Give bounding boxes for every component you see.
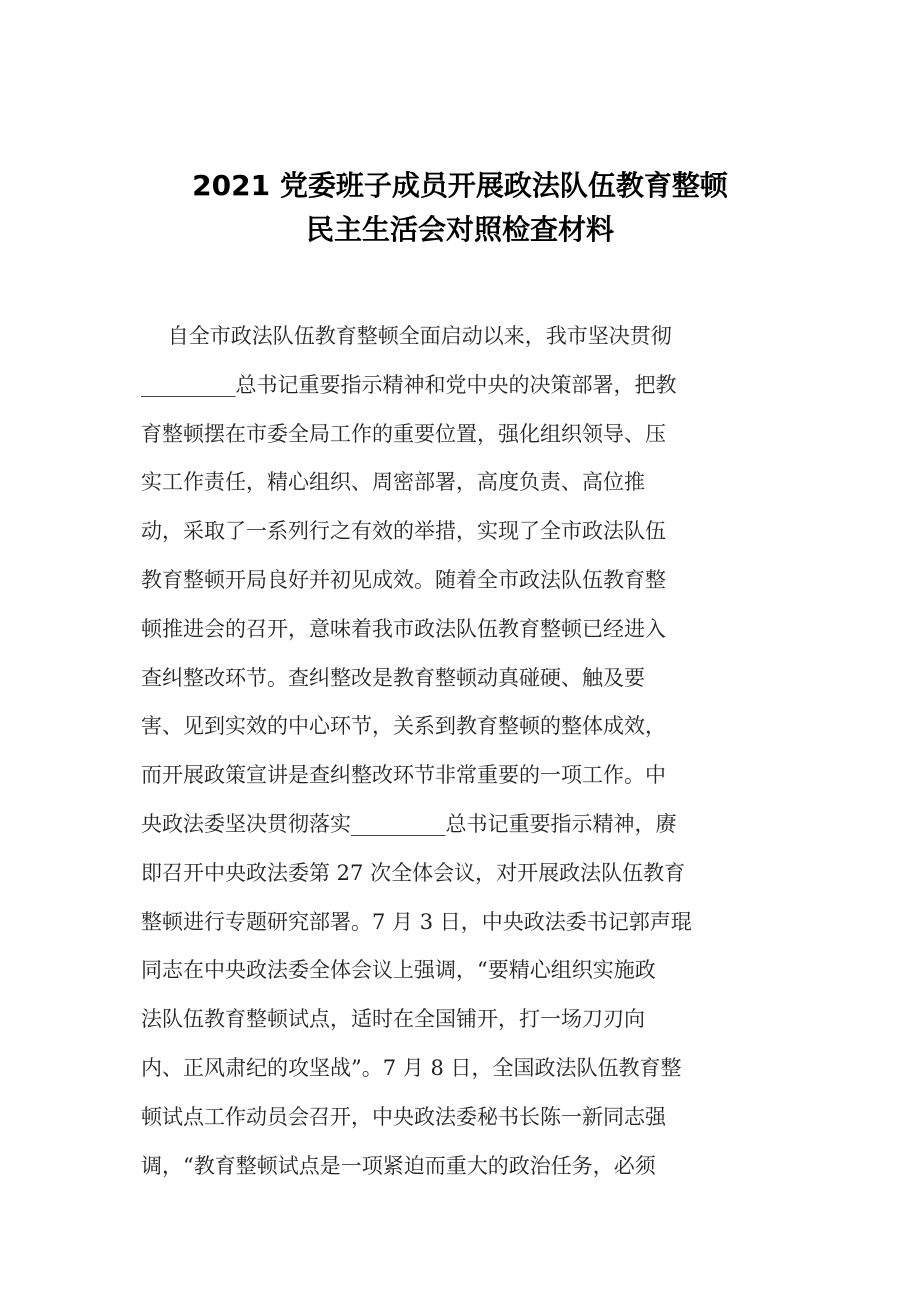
body-line-4: 实工作责任，精心组织、周密部署，高度负责、高位推	[141, 470, 645, 495]
body-line-15: 法队伍教育整顿试点，适时在全国铺开，打一场刀刃向	[141, 1007, 645, 1032]
body-line-13: 整顿进行专题研究部署。7 月 3 日，中央政法委书记郭声琨	[141, 909, 692, 934]
body-paragraph	[141, 312, 781, 1190]
body-line-17: 顿试点工作动员会召开，中央政法委秘书长陈一新同志强	[141, 1104, 666, 1129]
body-line-11: 央政法委坚决贯彻落实_________总书记重要指示精神，赓	[141, 811, 677, 836]
title-line-2: 民主生活会对照检查材料	[305, 213, 614, 246]
document-title	[0, 164, 920, 252]
body-line-18: 调，“教育整顿试点是一项紧迫而重大的政治任务，必须	[141, 1153, 656, 1178]
body-line-5: 动，采取了一系列行之有效的举措，实现了全市政法队伍	[141, 519, 666, 544]
body-line-9: 害、见到实效的中心环节，关系到教育整顿的整体成效，	[141, 714, 666, 739]
body-line-2: _________总书记重要指示精神和党中央的决策部署，把教	[141, 372, 677, 397]
body-line-14: 同志在中央政法委全体会议上强调，“要精心组织实施政	[141, 958, 656, 983]
body-line-8: 查纠整改环节。查纠整改是教育整顿动真碰硬、触及要	[141, 665, 645, 690]
title-line-1: 2021 党委班子成员开展政法队伍教育整顿	[192, 169, 728, 202]
body-line-16: 内、正风肃纪的攻坚战”。7 月 8 日，全国政法队伍教育整	[141, 1055, 682, 1080]
body-line-10: 而开展政策宣讲是查纠整改环节非常重要的一项工作。中	[141, 763, 666, 788]
body-line-7: 顿推进会的召开，意味着我市政法队伍教育整顿已经进入	[141, 616, 666, 641]
body-line-1: 自全市政法队伍教育整顿全面启动以来，我市坚决贯彻	[141, 324, 672, 348]
body-line-6: 教育整顿开局良好并初见成效。随着全市政法队伍教育整	[141, 567, 666, 592]
body-line-3: 育整顿摆在市委全局工作的重要位置，强化组织领导、压	[141, 421, 666, 446]
body-line-12: 即召开中央政法委第 27 次全体会议，对开展政法队伍教育	[141, 860, 686, 885]
